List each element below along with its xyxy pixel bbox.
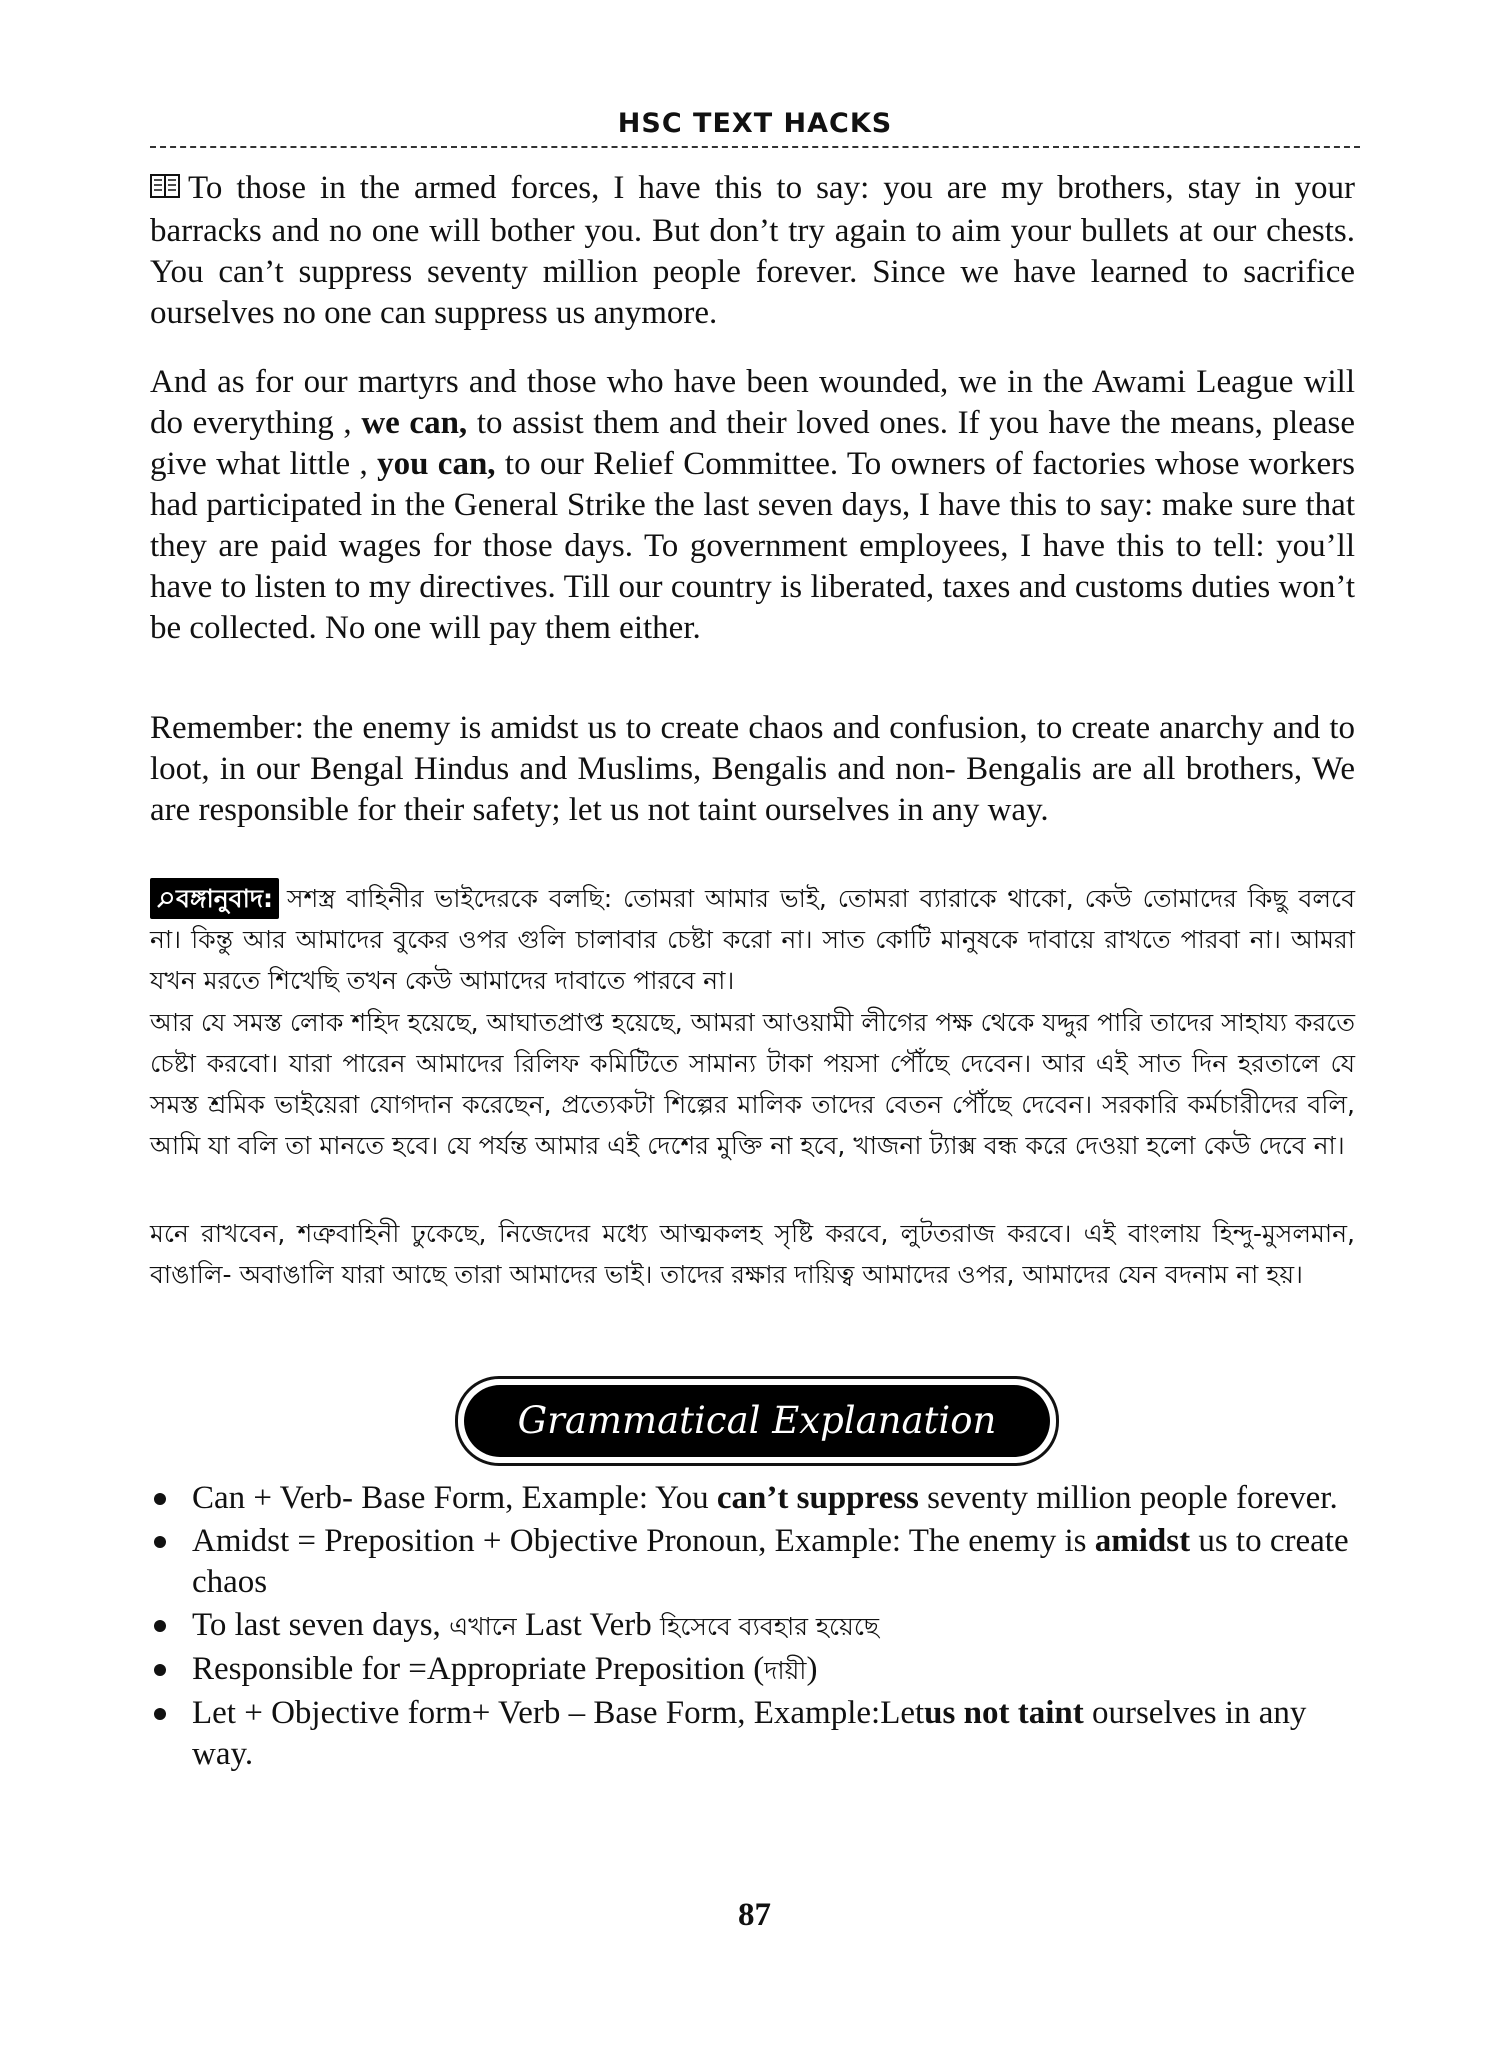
bullet-3-bangla-a: এখানে	[449, 1612, 517, 1641]
english-paragraph-2	[150, 362, 1355, 649]
bullet-4-text-c: )	[806, 1651, 818, 1687]
bullet-5-bold: us not taint	[924, 1695, 1084, 1731]
list-item	[150, 1649, 1355, 1691]
bullet-5-text-c: ourselves in any way.	[192, 1695, 1307, 1772]
bullet-2-bold: amidst	[1094, 1523, 1191, 1559]
english-p2-text-e: to our Relief Committee. To owners of factories whose workers had participated in the General Strike the last seven days, I have this to say: make sure that they are paid wages for those days. To government employees, I have this to tell: you’ll have to listen to my directives. Till our country is liberated, taxes and customs duties won’t be collected. No one will pay them either.	[150, 446, 1355, 646]
running-header: HSC TEXT HACKS	[617, 108, 893, 139]
bullet-1-bold: can’t suppress	[716, 1480, 919, 1516]
bangla-label-text: বঙ্গানুবাদ:	[176, 884, 273, 913]
grammar-list	[150, 1478, 1355, 1777]
bullet-3-text-a: To last seven days,	[192, 1607, 450, 1643]
bullet-icon	[154, 1664, 166, 1676]
bullet-4-text-a: Responsible for =Appropriate Preposition (	[192, 1651, 765, 1687]
bangla-p1-text: সশস্ত্র বাহিনীর ভাইদেরকে বলছি: তোমরা আমার ভাই, তোমরা ব্যারাকে থাকো, কেউ তোমাদের কিছু বলবে না। কিন্তু আর আমাদের বুকের ওপর গুলি চালাবার চেষ্টা করো না। সাত কোটি মানুষকে দাবায়ে রাখতে পারবা না। আমরা যখন মরতে শিখেছি তখন কেউ আমাদের দাবাতে পারবে না।	[150, 884, 1355, 995]
bullet-2-text-c: us to create chaos	[192, 1523, 1349, 1600]
magnifier-icon	[156, 891, 174, 909]
bullet-5-text-a: Let + Objective form+ Verb – Base Form, Example:Let	[192, 1695, 925, 1731]
list-item	[150, 1478, 1355, 1519]
bullet-1-text-a: Can + Verb- Base Form, Example: You	[192, 1480, 717, 1516]
bullet-4-bangla: দায়ী	[764, 1656, 807, 1685]
bangla-paragraph-1	[150, 878, 1355, 1001]
bangla-p2-text: আর যে সমস্ত লোক শহিদ হয়েছে, আঘাতপ্রাপ্ত হয়েছে, আমরা আওয়ামী লীগের পক্ষ থেকে যদ্দুর পারি তাদের সাহায্য করতে চেষ্টা করবো। যারা পারেন আমাদের রিলিফ কমিটিতে সামান্য টাকা পয়সা পৌঁছে দেবেন। আর এই সাত দিন হরতালে যে সমস্ত শ্রমিক ভাইয়েরা যোগদান করেছেন, প্রত্যেকটা শিল্পের মালিক তাদের বেতন পৌঁছে দেবেন। সরকারি কর্মচারীদের বলি, আমি যা বলি তা মানতে হবে। যে পর্যন্ত আমার এই দেশের মুক্তি না হবে, খাজনা ট্যাক্স বন্ধ করে দেওয়া হলো কেউ দেবে না।	[150, 1008, 1355, 1160]
section-banner	[455, 1376, 1059, 1466]
list-item	[150, 1605, 1355, 1647]
bullet-icon	[154, 1620, 166, 1632]
english-paragraph-3	[150, 708, 1355, 831]
english-p2-text-a: And as for our martyrs and those who have been wounded, we in the Awami League will do everything ,	[150, 364, 1355, 441]
english-paragraph-1	[150, 168, 1355, 334]
bullet-3-text-c: Last Verb	[516, 1607, 660, 1643]
english-p2-bold-a: we can,	[361, 405, 468, 441]
bullet-2-text-a: Amidst = Preposition + Objective Pronoun, Example: The enemy is	[192, 1523, 1095, 1559]
bangla-translation-label	[150, 878, 279, 919]
bangla-paragraph-3	[150, 1213, 1355, 1295]
list-item	[150, 1521, 1355, 1603]
header-divider	[150, 146, 1360, 148]
english-p1-text: To those in the armed forces, I have this to say: you are my brothers, stay in your barracks and no one will bother you. But don’t try again to aim your bullets at our chests. You can’t suppress seventy million people forever. Since we have learned to sacrifice ourselves no one can suppress us anymore.	[150, 170, 1355, 331]
bangla-p3-text: মনে রাখবেন, শত্রুবাহিনী ঢুকেছে, নিজেদের মধ্যে আত্মকলহ সৃষ্টি করবে, লুটতরাজ করবে। এই বাংলায় হিন্দু-মুসলমান, বাঙালি- অবাঙালি যারা আছে তারা আমাদের ভাই। তাদের রক্ষার দায়িত্ব আমাদের ওপর, আমাদের যেন বদনাম না হয়।	[150, 1219, 1355, 1289]
bullet-1-text-c: seventy million people forever.	[918, 1480, 1338, 1516]
page-number: 87	[738, 1897, 771, 1933]
bangla-paragraph-2	[150, 1002, 1355, 1166]
english-p2-text-c: to assist them and their loved ones. If you have the means, please give what little ,	[150, 405, 1355, 482]
bullet-icon	[154, 1708, 166, 1720]
english-p3-text: Remember: the enemy is amidst us to create chaos and confusion, to create anarchy and to loot, in our Bengal Hindus and Muslims, Bengalis and non- Bengalis are all brothers, We are responsible for their safety; let us not taint ourselves in any way.	[150, 710, 1355, 828]
bullet-icon	[154, 1493, 166, 1505]
open-book-icon	[150, 170, 180, 211]
bullet-icon	[154, 1536, 166, 1548]
english-p2-bold-b: you can,	[377, 446, 496, 482]
list-item	[150, 1693, 1355, 1775]
bullet-3-bangla-b: হিসেবে ব্যবহার হয়েছে	[660, 1612, 880, 1641]
section-title: Grammatical Explanation	[464, 1385, 1050, 1457]
